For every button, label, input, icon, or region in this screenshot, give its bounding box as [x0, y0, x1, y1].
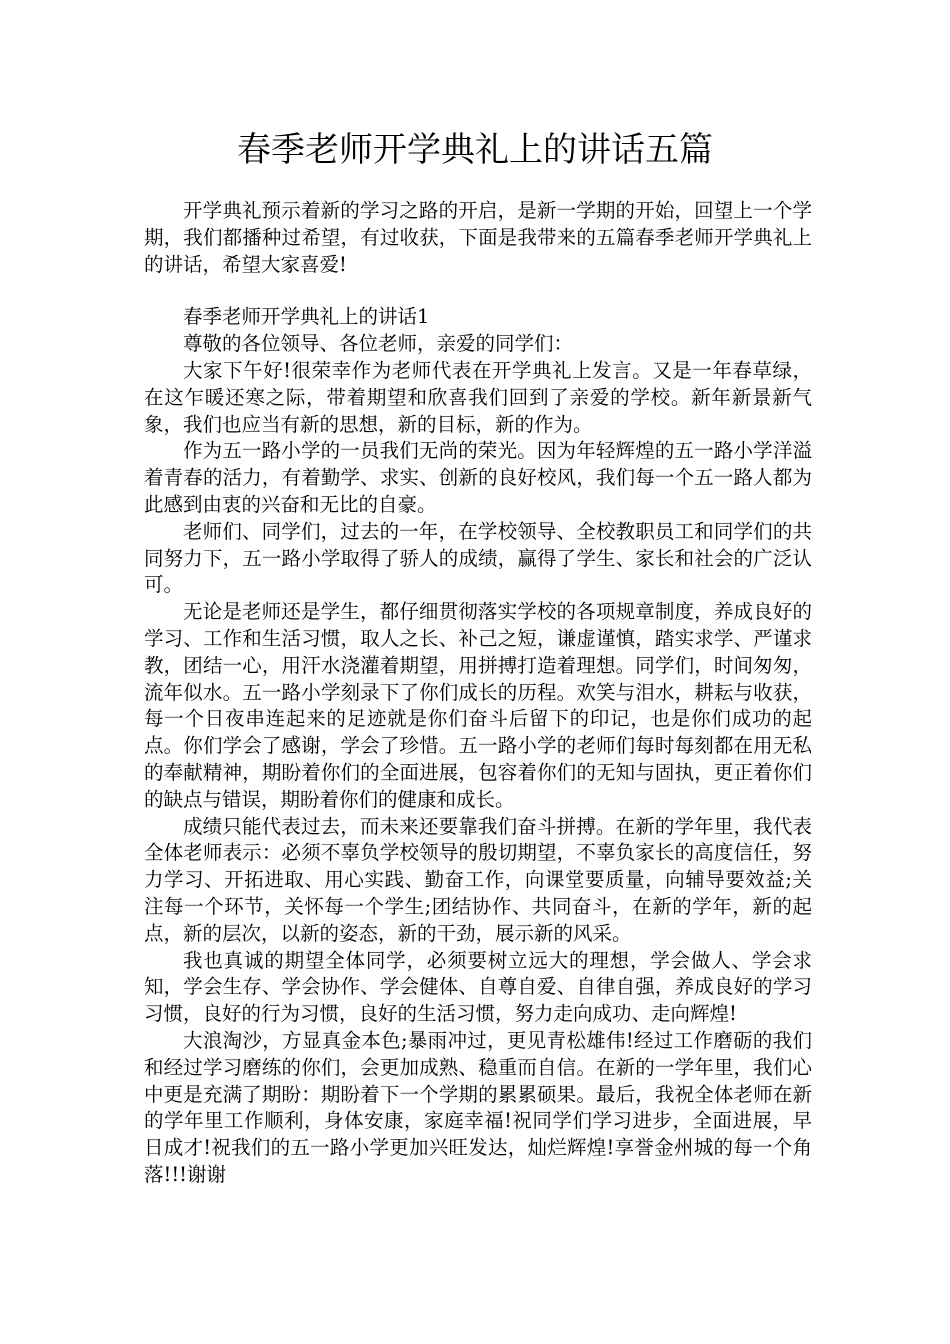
document-title: 春季老师开学典礼上的讲话五篇 [237, 130, 713, 170]
body-paragraph: 作为五一路小学的一员我们无尚的荣光。因为年轻辉煌的五一路小学洋溢着青春的活力，有着勤学、求实、创新的良好校风，我们每一个五一路人都为此感到由衷的兴奋和无比的自豪。 [144, 439, 812, 516]
body-paragraph: 老师们、同学们，过去的一年，在学校领导、全校教职员工和同学们的共同努力下，五一路小学取得了骄人的成绩，赢得了学生、家长和社会的广泛认可。 [144, 519, 812, 597]
body-paragraph: 无论是老师还是学生，都仔细贯彻落实学校的各项规章制度，养成良好的学习、工作和生活习惯，取人之长、补己之短，谦虚谨慎，踏实求学、严谨求教，团结一心，用汗水浇灌着期望，用拼搏打造着理想。同学们，时间匆匆，流年似水。五一路小学刻录下了你们成长的历程。欢笑与泪水，耕耘与收获，每一个日夜串连起来的足迹就是你们奋斗后留下的印记，也是你们成功的起点。你们学会了感谢，学会了珍惜。五一路小学的老师们每时每刻都在用无私的奉献精神，期盼着你们的全面进展，包容着你们的无知与固执，更正着你们的缺点与错误，期盼着你们的健康和成长。 [144, 600, 812, 811]
salutation: 尊敬的各位领导、各位老师，亲爱的同学们： [183, 332, 574, 356]
body-paragraph: 大家下午好!很荣幸作为老师代表在开学典礼上发言。又是一年春草绿，在这乍暖还寒之际，带着期望和欣喜我们回到了亲爱的学校。新年新景新气象，我们也应当有新的思想，新的目标，新的作为。 [144, 358, 812, 436]
body-paragraph: 大浪淘沙，方显真金本色;暴雨冲过，更见青松雄伟!经过工作磨砺的我们和经过学习磨练的你们，会更加成熟、稳重而自信。在新的一学年里，我们心中更是充满了期盼：期盼着下一个学期的累累硕果。最后，我祝全体老师在新的学年里工作顺利，身体安康，家庭幸福!祝同学们学习进步，全面进展，早日成才!祝我们的五一路小学更加兴旺发达，灿烂辉煌!享誉金州城的每一个角落!!!谢谢 [144, 1028, 812, 1186]
body-paragraph: 我也真诚的期望全体同学，必须要树立远大的理想，学会做人、学会求知，学会生存、学会协作、学会健体、自尊自爱、自律自强，养成良好的学习习惯，良好的行为习惯，良好的生活习惯，努力走向成功、走向辉煌! [144, 948, 812, 1026]
intro-paragraph: 开学典礼预示着新的学习之路的开启，是新一学期的开始，回望上一个学期，我们都播种过希望，有过收获，下面是我带来的五篇春季老师开学典礼上的讲话，希望大家喜爱! [144, 199, 812, 276]
section-heading: 春季老师开学典礼上的讲话1 [183, 305, 430, 329]
body-paragraph: 成绩只能代表过去，而未来还要靠我们奋斗拼搏。在新的学年里，我代表全体老师表示：必须不辜负学校领导的殷切期望，不辜负家长的高度信任，努力学习、开拓进取、用心实践、勤奋工作，向课堂要质量，向辅导要效益;关注每一个环节，关怀每一个学生;团结协作、共同奋斗，在新的学年，新的起点，新的层次，以新的姿态，新的干劲，展示新的风采。 [144, 814, 812, 945]
document-body [144, 198, 812, 1189]
